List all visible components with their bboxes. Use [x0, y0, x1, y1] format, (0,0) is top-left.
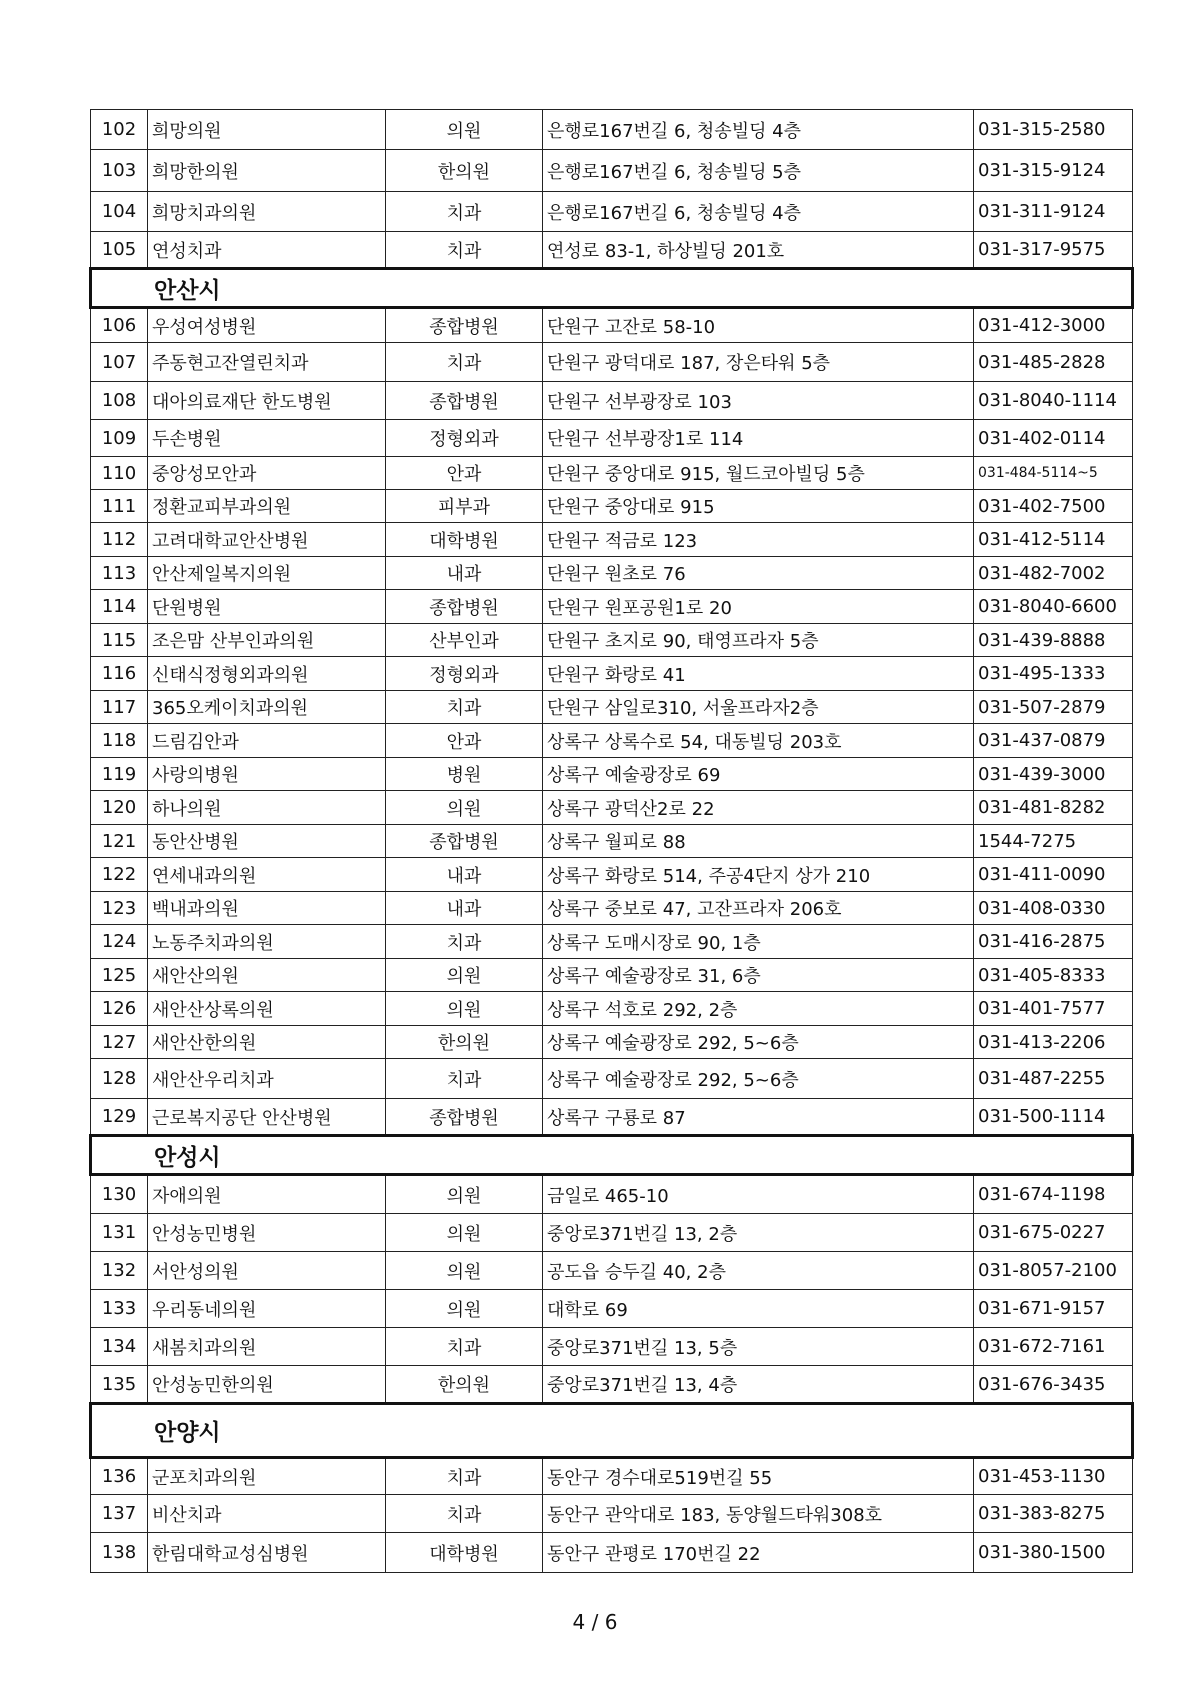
clinic-phone: 031-674-1198 — [974, 1175, 1133, 1214]
row-number: 104 — [91, 192, 148, 232]
clinic-name: 군포치과의원 — [148, 1458, 386, 1495]
row-number: 136 — [91, 1458, 148, 1495]
city-section-header — [91, 1136, 1133, 1175]
row-number: 123 — [91, 892, 148, 925]
clinic-name: 조은맘 산부인과의원 — [148, 624, 386, 657]
clinic-phone: 031-484-5114~5 — [974, 457, 1133, 490]
clinic-type: 대학병원 — [386, 1533, 543, 1573]
clinic-type: 의원 — [386, 959, 543, 992]
row-number: 127 — [91, 1026, 148, 1059]
clinic-name: 동안산병원 — [148, 825, 386, 858]
clinic-phone: 031-416-2875 — [974, 925, 1133, 959]
clinic-address: 상록구 화랑로 514, 주공4단지 상가 210 — [543, 858, 974, 892]
clinic-address: 단원구 삼일로310, 서울프라자2층 — [543, 691, 974, 724]
row-number: 103 — [91, 150, 148, 192]
table-row — [91, 1458, 1133, 1495]
clinic-phone: 031-412-3000 — [974, 308, 1133, 343]
clinic-name: 안산제일복지의원 — [148, 557, 386, 590]
clinic-name: 한림대학교성심병원 — [148, 1533, 386, 1573]
table-row — [91, 557, 1133, 590]
clinic-type: 치과 — [386, 1328, 543, 1366]
clinic-address: 단원구 적금로 123 — [543, 523, 974, 557]
clinic-address: 금일로 465-10 — [543, 1175, 974, 1214]
row-number: 130 — [91, 1175, 148, 1214]
clinic-address: 상록구 광덕산2로 22 — [543, 791, 974, 825]
clinic-phone: 031-408-0330 — [974, 892, 1133, 925]
clinic-address: 상록구 구룡로 87 — [543, 1099, 974, 1136]
clinic-phone: 031-676-3435 — [974, 1366, 1133, 1404]
table-row — [91, 420, 1133, 457]
clinic-phone: 031-437-0879 — [974, 724, 1133, 758]
clinic-address: 상록구 예술광장로 292, 5~6층 — [543, 1026, 974, 1059]
row-number: 135 — [91, 1366, 148, 1404]
clinic-name: 연세내과의원 — [148, 858, 386, 892]
clinic-type: 치과 — [386, 1458, 543, 1495]
clinic-phone: 031-8040-6600 — [974, 590, 1133, 624]
table-row — [91, 791, 1133, 825]
clinic-phone: 031-405-8333 — [974, 959, 1133, 992]
clinic-type: 내과 — [386, 858, 543, 892]
clinic-name: 드림김안과 — [148, 724, 386, 758]
clinic-address: 상록구 예술광장로 292, 5~6층 — [543, 1059, 974, 1099]
clinic-address: 단원구 고잔로 58-10 — [543, 308, 974, 343]
row-number: 116 — [91, 657, 148, 691]
clinic-type: 의원 — [386, 110, 543, 150]
clinic-type: 종합병원 — [386, 308, 543, 343]
clinic-name: 우성여성병원 — [148, 308, 386, 343]
clinic-address: 단원구 중앙대로 915 — [543, 490, 974, 523]
row-number: 109 — [91, 420, 148, 457]
clinic-phone: 031-402-7500 — [974, 490, 1133, 523]
clinic-address: 중앙로371번길 13, 2층 — [543, 1214, 974, 1252]
clinic-phone: 031-675-0227 — [974, 1214, 1133, 1252]
table-row — [91, 925, 1133, 959]
table-row — [91, 110, 1133, 150]
clinic-address: 상록구 석호로 292, 2층 — [543, 992, 974, 1026]
clinic-name: 사랑의병원 — [148, 758, 386, 791]
row-number: 134 — [91, 1328, 148, 1366]
clinic-address: 단원구 원초로 76 — [543, 557, 974, 590]
clinic-type: 정형외과 — [386, 420, 543, 457]
table-row — [91, 382, 1133, 420]
clinic-address: 상록구 예술광장로 31, 6층 — [543, 959, 974, 992]
table-row — [91, 1533, 1133, 1573]
clinic-address: 상록구 월피로 88 — [543, 825, 974, 858]
clinic-type: 한의원 — [386, 150, 543, 192]
clinic-phone: 031-482-7002 — [974, 557, 1133, 590]
clinic-name: 새안산의원 — [148, 959, 386, 992]
city-name: 안양시 — [91, 1404, 1133, 1458]
clinic-type: 의원 — [386, 1252, 543, 1290]
row-number: 117 — [91, 691, 148, 724]
clinic-address: 동안구 관평로 170번길 22 — [543, 1533, 974, 1573]
clinic-phone: 031-402-0114 — [974, 420, 1133, 457]
clinic-type: 치과 — [386, 192, 543, 232]
row-number: 131 — [91, 1214, 148, 1252]
table-row — [91, 1328, 1133, 1366]
clinic-phone: 031-315-9124 — [974, 150, 1133, 192]
clinic-phone: 031-507-2879 — [974, 691, 1133, 724]
table-row — [91, 1099, 1133, 1136]
clinic-type: 치과 — [386, 1059, 543, 1099]
clinic-type: 의원 — [386, 1175, 543, 1214]
clinic-name: 주동현고잔열린치과 — [148, 343, 386, 382]
clinic-name: 두손병원 — [148, 420, 386, 457]
table-row — [91, 758, 1133, 791]
clinic-address: 대학로 69 — [543, 1290, 974, 1328]
row-number: 110 — [91, 457, 148, 490]
table-row — [91, 624, 1133, 657]
clinic-address: 상록구 도매시장로 90, 1층 — [543, 925, 974, 959]
clinic-phone: 031-401-7577 — [974, 992, 1133, 1026]
row-number: 114 — [91, 590, 148, 624]
table-row — [91, 308, 1133, 343]
table-row — [91, 657, 1133, 691]
clinic-type: 의원 — [386, 1214, 543, 1252]
table-row — [91, 343, 1133, 382]
clinic-address: 동안구 관악대로 183, 동양월드타워308호 — [543, 1495, 974, 1533]
clinic-address: 중앙로371번길 13, 4층 — [543, 1366, 974, 1404]
clinic-name: 신태식정형외과의원 — [148, 657, 386, 691]
row-number: 105 — [91, 232, 148, 269]
clinic-address: 중앙로371번길 13, 5층 — [543, 1328, 974, 1366]
table-row — [91, 892, 1133, 925]
row-number: 113 — [91, 557, 148, 590]
clinic-type: 한의원 — [386, 1366, 543, 1404]
clinic-address: 상록구 예술광장로 69 — [543, 758, 974, 791]
clinic-phone: 031-413-2206 — [974, 1026, 1133, 1059]
row-number: 119 — [91, 758, 148, 791]
clinic-name: 희망한의원 — [148, 150, 386, 192]
table-row — [91, 490, 1133, 523]
table-row — [91, 992, 1133, 1026]
clinic-phone: 031-439-8888 — [974, 624, 1133, 657]
clinic-phone: 1544-7275 — [974, 825, 1133, 858]
clinic-phone: 031-380-1500 — [974, 1533, 1133, 1573]
table-row — [91, 1290, 1133, 1328]
clinic-name: 백내과의원 — [148, 892, 386, 925]
clinic-address: 상록구 중보로 47, 고잔프라자 206호 — [543, 892, 974, 925]
clinic-table-container — [89, 109, 1131, 1573]
clinic-phone: 031-411-0090 — [974, 858, 1133, 892]
table-row — [91, 1214, 1133, 1252]
table-row — [91, 825, 1133, 858]
clinic-phone: 031-485-2828 — [974, 343, 1133, 382]
clinic-type: 의원 — [386, 791, 543, 825]
clinic-address: 단원구 선부광장로 103 — [543, 382, 974, 420]
clinic-phone: 031-8040-1114 — [974, 382, 1133, 420]
table-row — [91, 959, 1133, 992]
clinic-address: 상록구 상록수로 54, 대동빌딩 203호 — [543, 724, 974, 758]
clinic-phone: 031-383-8275 — [974, 1495, 1133, 1533]
row-number: 120 — [91, 791, 148, 825]
clinic-name: 우리동네의원 — [148, 1290, 386, 1328]
clinic-address: 공도읍 승두길 40, 2층 — [543, 1252, 974, 1290]
clinic-table — [89, 109, 1134, 1573]
clinic-address: 단원구 광덕대로 187, 장은타워 5층 — [543, 343, 974, 382]
row-number: 122 — [91, 858, 148, 892]
clinic-address: 단원구 선부광장1로 114 — [543, 420, 974, 457]
clinic-phone: 031-487-2255 — [974, 1059, 1133, 1099]
clinic-type: 종합병원 — [386, 1099, 543, 1136]
clinic-table-body — [91, 110, 1133, 1573]
table-row — [91, 192, 1133, 232]
row-number: 107 — [91, 343, 148, 382]
clinic-type: 치과 — [386, 343, 543, 382]
clinic-address: 은행로167번길 6, 청송빌딩 4층 — [543, 192, 974, 232]
row-number: 106 — [91, 308, 148, 343]
table-row — [91, 590, 1133, 624]
clinic-name: 서안성의원 — [148, 1252, 386, 1290]
row-number: 115 — [91, 624, 148, 657]
clinic-phone: 031-500-1114 — [974, 1099, 1133, 1136]
clinic-type: 치과 — [386, 925, 543, 959]
clinic-address: 단원구 원포공원1로 20 — [543, 590, 974, 624]
clinic-phone: 031-311-9124 — [974, 192, 1133, 232]
row-number: 133 — [91, 1290, 148, 1328]
clinic-phone: 031-317-9575 — [974, 232, 1133, 269]
table-row — [91, 1366, 1133, 1404]
clinic-name: 새안산상록의원 — [148, 992, 386, 1026]
row-number: 138 — [91, 1533, 148, 1573]
clinic-phone: 031-495-1333 — [974, 657, 1133, 691]
clinic-name: 단원병원 — [148, 590, 386, 624]
city-name: 안성시 — [91, 1136, 1133, 1175]
table-row — [91, 523, 1133, 557]
city-name: 안산시 — [91, 269, 1133, 308]
row-number: 125 — [91, 959, 148, 992]
clinic-name: 희망치과의원 — [148, 192, 386, 232]
clinic-type: 치과 — [386, 1495, 543, 1533]
clinic-type: 산부인과 — [386, 624, 543, 657]
clinic-name: 새봄치과의원 — [148, 1328, 386, 1366]
table-row — [91, 1495, 1133, 1533]
row-number: 124 — [91, 925, 148, 959]
clinic-address: 동안구 경수대로519번길 55 — [543, 1458, 974, 1495]
table-row — [91, 1175, 1133, 1214]
clinic-phone: 031-412-5114 — [974, 523, 1133, 557]
clinic-name: 대아의료재단 한도병원 — [148, 382, 386, 420]
row-number: 121 — [91, 825, 148, 858]
clinic-phone: 031-481-8282 — [974, 791, 1133, 825]
clinic-name: 희망의원 — [148, 110, 386, 150]
row-number: 126 — [91, 992, 148, 1026]
table-row — [91, 1252, 1133, 1290]
table-row — [91, 1026, 1133, 1059]
row-number: 129 — [91, 1099, 148, 1136]
clinic-name: 365오케이치과의원 — [148, 691, 386, 724]
clinic-name: 고려대학교안산병원 — [148, 523, 386, 557]
clinic-phone: 031-453-1130 — [974, 1458, 1133, 1495]
row-number: 128 — [91, 1059, 148, 1099]
clinic-type: 내과 — [386, 892, 543, 925]
clinic-name: 연성치과 — [148, 232, 386, 269]
clinic-type: 종합병원 — [386, 825, 543, 858]
table-row — [91, 232, 1133, 269]
clinic-phone: 031-439-3000 — [974, 758, 1133, 791]
clinic-phone: 031-671-9157 — [974, 1290, 1133, 1328]
clinic-address: 단원구 중앙대로 915, 월드코아빌딩 5층 — [543, 457, 974, 490]
city-section-header — [91, 269, 1133, 308]
clinic-address: 은행로167번길 6, 청송빌딩 4층 — [543, 110, 974, 150]
table-row — [91, 1059, 1133, 1099]
clinic-address: 단원구 화랑로 41 — [543, 657, 974, 691]
table-row — [91, 150, 1133, 192]
row-number: 102 — [91, 110, 148, 150]
row-number: 108 — [91, 382, 148, 420]
row-number: 112 — [91, 523, 148, 557]
clinic-type: 치과 — [386, 232, 543, 269]
clinic-phone: 031-672-7161 — [974, 1328, 1133, 1366]
clinic-type: 피부과 — [386, 490, 543, 523]
clinic-type: 한의원 — [386, 1026, 543, 1059]
row-number: 118 — [91, 724, 148, 758]
clinic-name: 비산치과 — [148, 1495, 386, 1533]
clinic-type: 안과 — [386, 724, 543, 758]
clinic-type: 내과 — [386, 557, 543, 590]
clinic-name: 안성농민병원 — [148, 1214, 386, 1252]
clinic-phone: 031-8057-2100 — [974, 1252, 1133, 1290]
clinic-address: 연성로 83-1, 하상빌딩 201호 — [543, 232, 974, 269]
clinic-type: 치과 — [386, 691, 543, 724]
clinic-type: 의원 — [386, 1290, 543, 1328]
clinic-name: 노동주치과의원 — [148, 925, 386, 959]
clinic-type: 대학병원 — [386, 523, 543, 557]
clinic-type: 병원 — [386, 758, 543, 791]
table-row — [91, 457, 1133, 490]
clinic-phone: 031-315-2580 — [974, 110, 1133, 150]
clinic-address: 단원구 초지로 90, 태영프라자 5층 — [543, 624, 974, 657]
page-number: 4 / 6 — [572, 1610, 618, 1634]
clinic-address: 은행로167번길 6, 청송빌딩 5층 — [543, 150, 974, 192]
row-number: 111 — [91, 490, 148, 523]
clinic-name: 안성농민한의원 — [148, 1366, 386, 1404]
table-row — [91, 691, 1133, 724]
row-number: 137 — [91, 1495, 148, 1533]
row-number: 132 — [91, 1252, 148, 1290]
clinic-type: 종합병원 — [386, 590, 543, 624]
clinic-name: 정환교피부과의원 — [148, 490, 386, 523]
clinic-name: 근로복지공단 안산병원 — [148, 1099, 386, 1136]
clinic-type: 정형외과 — [386, 657, 543, 691]
clinic-name: 하나의원 — [148, 791, 386, 825]
clinic-name: 새안산한의원 — [148, 1026, 386, 1059]
clinic-name: 자애의원 — [148, 1175, 386, 1214]
clinic-type: 안과 — [386, 457, 543, 490]
clinic-name: 중앙성모안과 — [148, 457, 386, 490]
clinic-type: 종합병원 — [386, 382, 543, 420]
table-row — [91, 858, 1133, 892]
table-row — [91, 724, 1133, 758]
clinic-name: 새안산우리치과 — [148, 1059, 386, 1099]
city-section-header — [91, 1404, 1133, 1458]
clinic-type: 의원 — [386, 992, 543, 1026]
